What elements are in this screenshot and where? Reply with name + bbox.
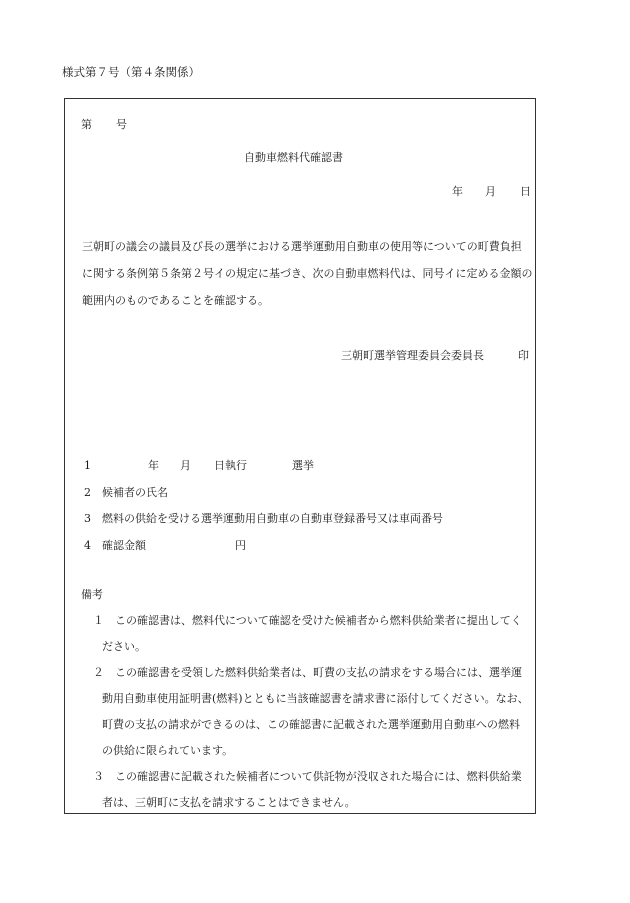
item-1-election: 選挙	[292, 459, 314, 472]
remark-3-text: この確認書に記載された候補者について供託物が没収された場合には、燃料供給業	[115, 770, 522, 783]
body-line-2: に関する条例第５条第２号イの規定に基づき、次の自動車燃料代は、同号イに定める金額の	[82, 267, 533, 280]
item-1-number: 1	[84, 459, 91, 472]
remark-2-text: この確認書を受領した燃料供給業者は、町費の支払の請求をする場合には、選挙運	[115, 666, 522, 679]
item-1-day-held: 日執行	[214, 459, 247, 472]
remarks-heading: 備考	[81, 588, 103, 601]
item-1-year: 年	[148, 459, 159, 472]
number-label-go: 号	[116, 118, 127, 131]
document-title: 自動車燃料代確認書	[244, 151, 343, 164]
remark-2-first	[93, 667, 529, 678]
remark-2-cont-1: 動用自動車使用証明書(燃料)とともに当該確認書を請求書に添付してください。なお、	[102, 692, 529, 705]
document-frame	[64, 98, 536, 814]
item-1-month: 月	[180, 459, 191, 472]
item-4-unit: 円	[235, 539, 246, 552]
remark-3-cont: 者は、三朝町に支払を請求することはできません。	[102, 796, 356, 809]
remark-1-first	[93, 615, 529, 626]
item-4-label: 確認金額	[102, 539, 146, 552]
date-month: 月	[485, 185, 496, 198]
item-4-number: 4	[84, 539, 91, 552]
item-2-number: 2	[84, 486, 91, 499]
form-number: 様式第７号（第４条関係）	[62, 65, 200, 79]
date-year: 年	[452, 185, 463, 198]
body-line-1: 三朝町の議会の議員及び長の選挙における選挙運動用自動車の使用等についての町費負担	[82, 240, 522, 253]
body-line-3: 範囲内のものであることを確認する。	[82, 294, 269, 307]
date-day: 日	[520, 185, 531, 198]
remark-1-cont: ださい。	[102, 640, 146, 653]
number-label-dai: 第	[81, 118, 92, 131]
item-3-label: 燃料の供給を受ける選挙運動用自動車の自動車登録番号又は車両番号	[102, 512, 443, 525]
remark-2-cont-2: 町費の支払の請求ができるのは、この確認書に記載された選挙運動用自動車への燃料	[102, 718, 520, 731]
remark-2-number: ２	[93, 666, 104, 679]
item-3-number: 3	[84, 512, 91, 525]
remark-3-first	[93, 771, 529, 782]
remark-2-cont-3: の供給に限られています。	[102, 744, 234, 757]
seal-mark: 印	[518, 349, 529, 362]
remark-1-number: １	[93, 614, 104, 627]
signatory-title: 三朝町選挙管理委員会委員長	[341, 349, 484, 362]
item-2-label: 候補者の氏名	[102, 486, 168, 499]
remark-3-number: ３	[93, 770, 104, 783]
remark-1-text: この確認書は、燃料代について確認を受けた候補者から燃料供給業者に提出してく	[115, 614, 522, 627]
